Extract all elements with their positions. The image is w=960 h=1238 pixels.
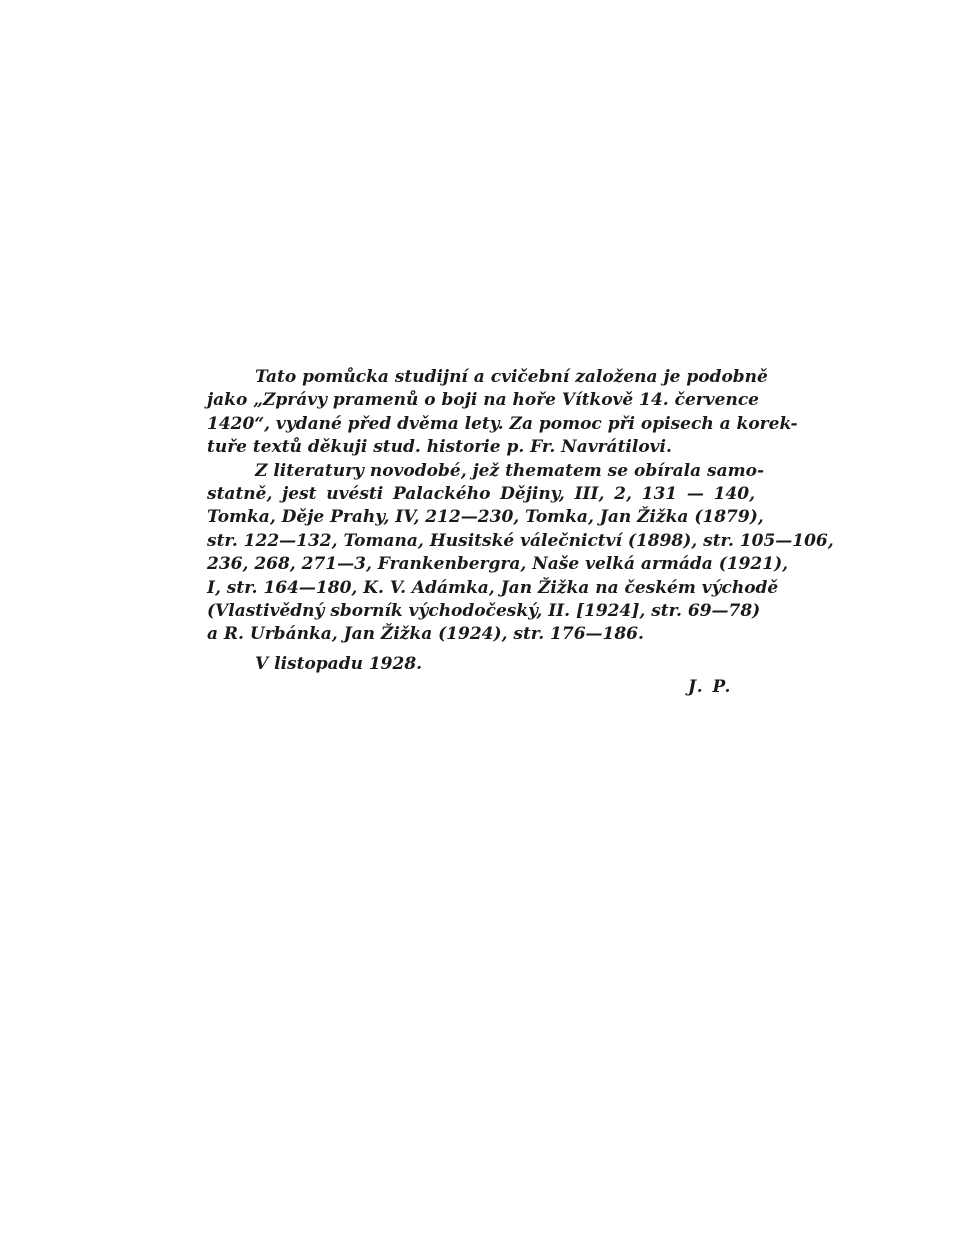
paragraph-2-line-2: statně, jest uvésti Palackého Dějiny, III, 2, 131 — 140, — [207, 483, 755, 504]
paragraph-2-line-1: Z literatury novodobé, jež thematem se obírala samo- — [255, 460, 764, 481]
paragraph-2-line-7: (Vlastivědný sborník východočeský, II. [1924], str. 69—78) — [207, 600, 761, 621]
paragraph-2-line-4: str. 122—132, Tomana, Husitské válečnictví (1898), str. 105—106, — [207, 530, 834, 551]
paragraph-1-line-4: tuře textů děkuji stud. historie p. Fr. Navrátilovi. — [207, 437, 672, 458]
paragraph-1-line-2: jako „Zprávy pramenů o boji na hoře Vítkově 14. července — [207, 390, 759, 411]
paragraph-2-line-6: I, str. 164—180, K. V. Adámka, Jan Žižka na českém východě — [207, 577, 779, 598]
author-initials: J. P. — [688, 677, 733, 697]
preface-text — [207, 366, 834, 647]
paragraph-1-line-3: 1420“, vydané před dvěma lety. Za pomoc při opisech a korek- — [207, 413, 798, 434]
paragraph-2-line-3: Tomka, Děje Prahy, IV, 212—230, Tomka, Jan Žižka (1879), — [207, 507, 764, 528]
date-line: V listopadu 1928. — [255, 654, 423, 674]
paragraph-1-line-1: Tato pomůcka studijní a cvičební založena je podobně — [255, 367, 768, 387]
paragraph-2-line-8: a R. Urbánka, Jan Žižka (1924), str. 176—186. — [207, 624, 644, 645]
paragraph-2-line-5: 236, 268, 271—3, Frankenbergra, Naše velká armáda (1921), — [207, 554, 789, 575]
